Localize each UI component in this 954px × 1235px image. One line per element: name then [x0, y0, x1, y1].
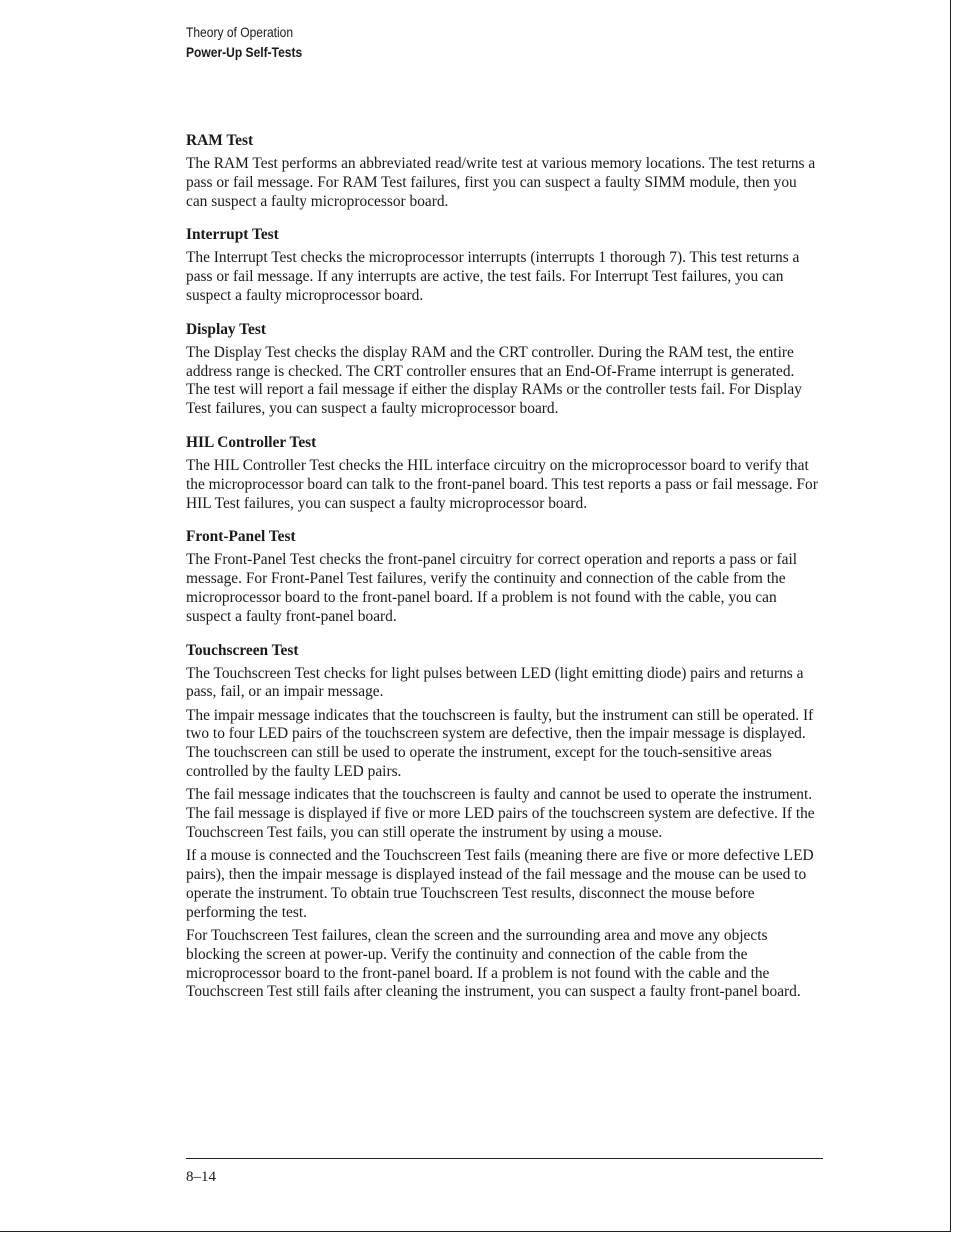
running-head [186, 22, 302, 62]
paragraph: The Front-Panel Test checks the front-panel circuitry for correct operation and reports a pass or fail message. For Front-Panel Test failures, verify the continuity and connection of the cable from the microprocessor board to the front-panel board. If a problem is not found with the cable, you can suspect a faulty front-panel board. [186, 551, 798, 625]
paragraph: For Touchscreen Test failures, clean the screen and the surrounding area and move any objects blocking the screen at power-up. Verify the continuity and connection of the cable from the microprocessor board to the front-panel board. If a problem is not found with the cable and the Touchscreen Test still fails after cleaning the instrument, you can suspect a faulty front-panel board. [186, 926, 801, 1001]
section-ram-test [186, 131, 818, 211]
chapter-title: Theory of Operation [186, 24, 294, 40]
paragraph: The impair message indicates that the touchscreen is faulty, but the instrument can still be operated. If two to four LED pairs of the touchscreen system are defective, then the impair message is displayed. The touchscreen can still be used to operate the instrument, except for the touch-sensitive areas controlled by the faulty LED pairs. [186, 706, 814, 781]
section-heading: Touchscreen Test [186, 641, 299, 659]
section-front-panel-test [186, 527, 818, 626]
footer-rule [186, 1158, 823, 1159]
section-heading: RAM Test [186, 132, 254, 149]
document-body [186, 131, 818, 1016]
paragraph: The RAM Test performs an abbreviated read/write test at various memory locations. The test returns a pass or fail message. For RAM Test failures, first you can suspect a faulty SIMM module, then you can suspect a faulty microprocessor board. [186, 155, 816, 210]
paragraph: The Display Test checks the display RAM and the CRT controller. During the RAM test, the entire address range is checked. The CRT controller ensures that an End-Of-Frame interrupt is generated. The test will report a fail message if either the display RAMs or the controller tests fail. For Display Test failures, you can suspect a faulty microprocessor board. [186, 343, 802, 418]
section-hil-controller-test [186, 433, 818, 513]
section-touchscreen-test [186, 641, 818, 1003]
paragraph: The HIL Controller Test checks the HIL interface circuitry on the microprocessor board to verify that the microprocessor board can talk to the front-panel board. This test reports a pass or fail message. For HIL Test failures, you can suspect a faulty microprocessor board. [186, 456, 818, 512]
section-heading: HIL Controller Test [186, 433, 317, 451]
paragraph: The Interrupt Test checks the microprocessor interrupts (interrupts 1 thorough 7). This test returns a pass or fail message. If any interrupts are active, the test fails. For Interrupt Test failures, you can suspect a faulty microprocessor board. [186, 249, 800, 304]
paragraph: The Touchscreen Test checks for light pulses between LED (light emitting diode) pairs and returns a pass, fail, or an impair message. [186, 664, 804, 701]
paragraph: If a mouse is connected and the Touchscreen Test fails (meaning there are five or more defective LED pairs), then the impair message is displayed instead of the fail message and the mouse can be used to operate the instrument. To obtain true Touchscreen Test results, disconnect the mouse before performing the test. [186, 847, 814, 921]
section-title: Power-Up Self-Tests [186, 44, 303, 60]
section-interrupt-test [186, 225, 818, 305]
section-heading: Display Test [186, 320, 266, 338]
section-heading: Interrupt Test [186, 226, 279, 244]
section-display-test [186, 320, 818, 419]
section-heading: Front-Panel Test [186, 528, 296, 546]
page-number: 8–14 [186, 1169, 216, 1185]
paragraph: The fail message indicates that the touchscreen is faulty and cannot be used to operate the instrument. The fail message is displayed if five or more LED pairs of the touchscreen system are defective. If the Touchscreen Test fails, you can still operate the instrument by using a mouse. [186, 786, 815, 841]
